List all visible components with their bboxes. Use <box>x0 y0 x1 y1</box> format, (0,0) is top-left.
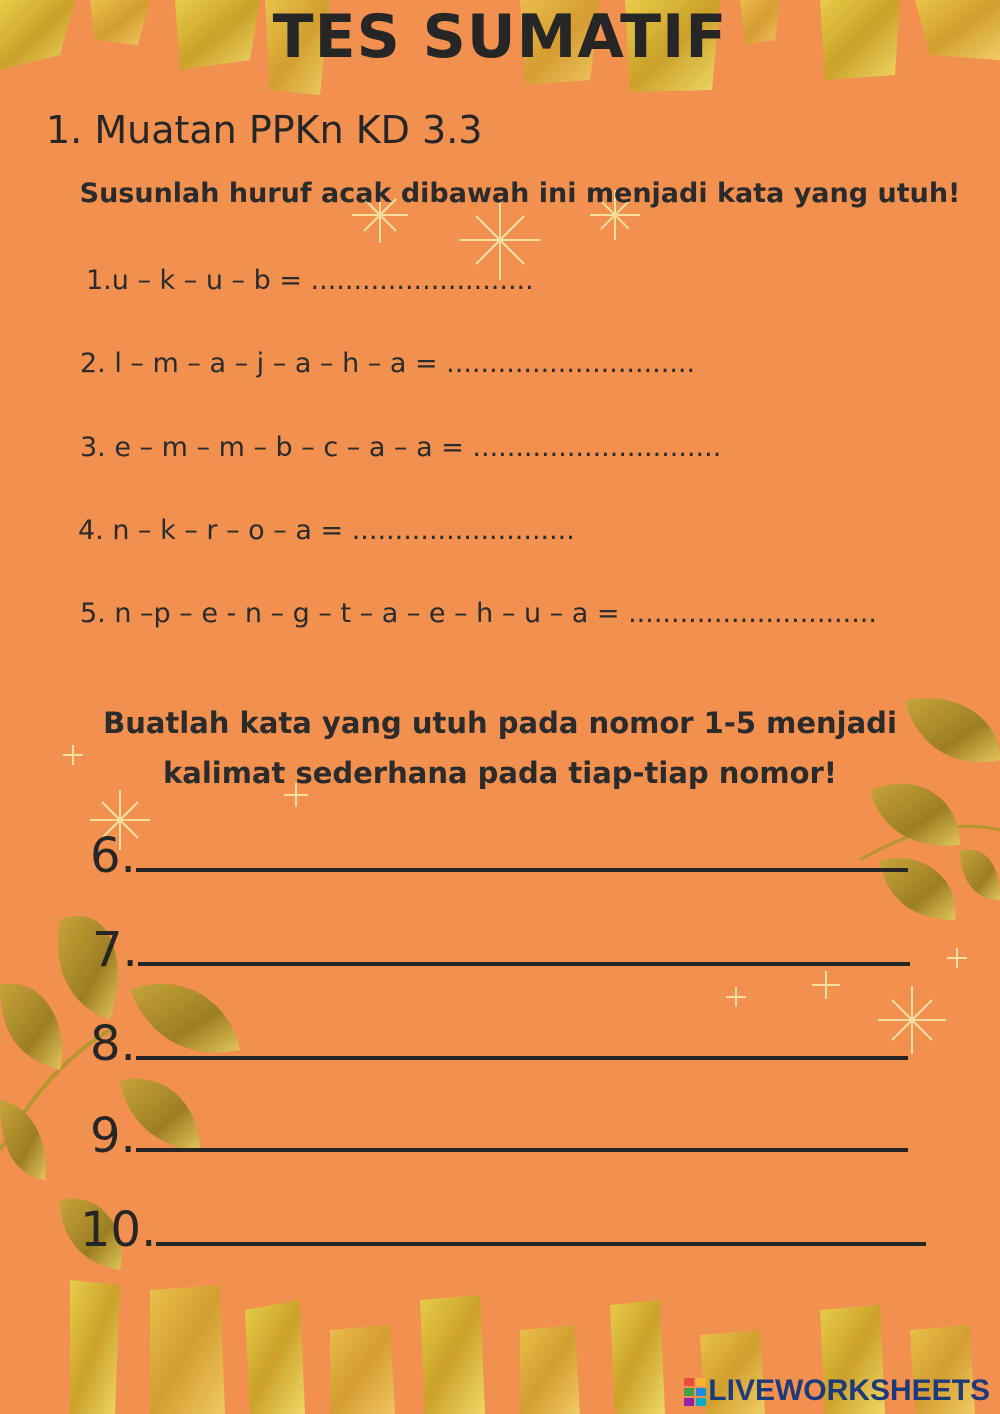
answer-blank-6[interactable] <box>136 826 908 872</box>
answer-number-8: 8. <box>90 1016 136 1072</box>
scrambled-item-1: 1.u – k – u – b = .......................... <box>86 265 534 296</box>
brand-text: LIVEWORKSHEETS <box>708 1374 990 1407</box>
answer-blank-10[interactable] <box>156 1200 926 1246</box>
scrambled-item-2: 2. l – m – a – j – a – h – a = ............................. <box>80 348 696 379</box>
answer-line-10 <box>80 1200 926 1258</box>
answer-number-7: 7. <box>92 922 138 978</box>
answer-line-8 <box>90 1014 908 1072</box>
answer-line-9 <box>90 1106 908 1164</box>
instruction-sentence <box>0 698 1000 798</box>
instruction-sentence-line-2: kalimat sederhana pada tiap-tiap nomor! <box>162 756 838 790</box>
answer-line-6 <box>90 826 908 884</box>
answer-blank-8[interactable] <box>136 1014 908 1060</box>
page-title: TES SUMATIF <box>272 2 728 72</box>
liveworksheets-brand[interactable] <box>684 1374 990 1408</box>
instruction-sentence-line-1: Buatlah kata yang utuh pada nomor 1-5 menjadi <box>103 706 897 740</box>
answer-blank-9[interactable] <box>136 1106 908 1152</box>
scrambled-item-4: 4. n – k – r – o – a = .......................... <box>78 515 575 546</box>
answer-number-6: 6. <box>90 828 136 884</box>
scrambled-item-5: 5. n –p – e - n – g – t – a – e – h – u – a = ............................. <box>80 598 877 629</box>
scrambled-item-3: 3. e – m – m – b – c – a – a = ............................. <box>80 432 722 463</box>
answer-blank-7[interactable] <box>138 920 910 966</box>
section-heading: 1. Muatan PPKn KD 3.3 <box>46 108 483 152</box>
answer-number-10: 10. <box>80 1202 157 1258</box>
answer-line-7 <box>92 920 910 978</box>
liveworksheets-logo-icon <box>684 1378 706 1406</box>
answer-number-9: 9. <box>90 1108 136 1164</box>
instruction-scramble: Susunlah huruf acak dibawah ini menjadi kata yang utuh! <box>79 178 961 209</box>
